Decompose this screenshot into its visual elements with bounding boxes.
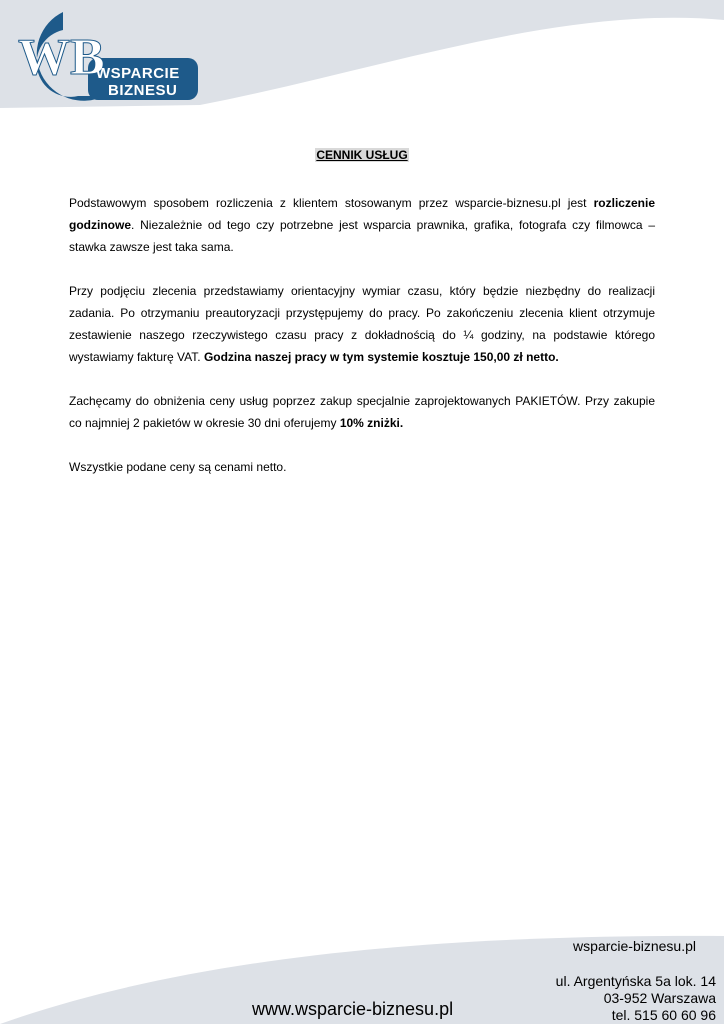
footer-address-city: 03-952 Warszawa: [603, 990, 716, 1006]
document-body: [69, 192, 655, 500]
paragraph-bold-text: rozliczenie godzinowe: [69, 196, 655, 232]
paragraph: [69, 280, 655, 368]
logo-text-line2: BIZNESU: [108, 82, 178, 99]
company-logo: [8, 8, 200, 104]
footer-address: [556, 973, 716, 1024]
footer-website-link[interactable]: www.wsparcie-biznesu.pl: [252, 999, 454, 1019]
logo-monogram: WB: [18, 29, 105, 86]
paragraph: [69, 456, 655, 478]
paragraph-text: . Niezależnie od tego czy potrzebne jest wsparcia prawnika, grafika, fotografa czy filmowca – stawka zawsze jest taka sama.: [69, 218, 655, 254]
paragraph-bold-text: Godzina naszej pracy w tym systemie kosztuje 150,00 zł netto.: [203, 350, 559, 364]
paragraph-bold-text: 10% zniżki.: [339, 416, 404, 430]
logo-text-line1: WSPARCIE: [96, 65, 180, 82]
paragraph: [69, 192, 655, 258]
paragraph-text: Zachęcamy do obniżenia ceny usług poprzez zakup specjalnie zaprojektowanych PAKIETÓW. Przy zakupie co najmniej 2 pakietów w okresie 30 dni oferujemy: [69, 394, 655, 430]
document-title: CENNIK USŁUG: [316, 148, 408, 162]
footer-site-name: wsparcie-biznesu.pl: [573, 938, 696, 954]
footer-phone: tel. 515 60 60 96: [611, 1007, 716, 1023]
footer-address-street: ul. Argentyńska 5a lok. 14: [555, 973, 716, 989]
paragraph: [69, 390, 655, 434]
paragraph-text: Wszystkie podane ceny są cenami netto.: [69, 460, 287, 474]
paragraph-text: Przy podjęciu zlecenia przedstawiamy orientacyjny wymiar czasu, który będzie niezbędny do realizacji zadania. Po otrzymaniu preautoryzacji przystępujemy do pracy. Po zakończeniu zlecenia klient otrzymuje zestawienie naszego rzeczywistego czasu pracy z dokładnością do ¼ godziny, na podstawie którego wystawiamy fakturę VAT.: [69, 284, 655, 364]
paragraph-text: Podstawowym sposobem rozliczenia z klientem stosowanym przez wsparcie-biznesu.pl jest: [69, 196, 594, 210]
